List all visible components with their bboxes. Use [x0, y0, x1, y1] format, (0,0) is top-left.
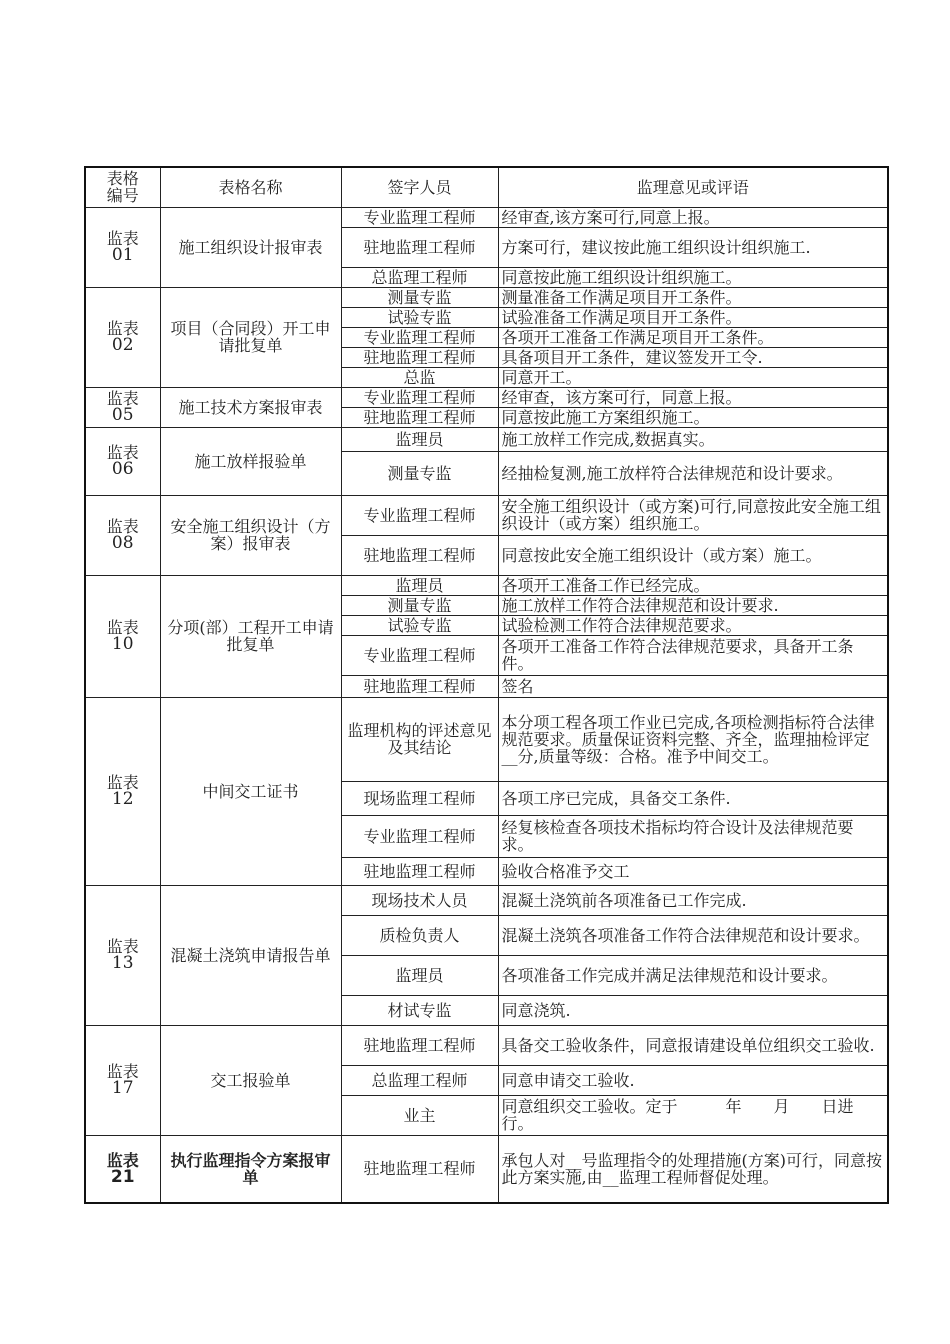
- signer-cell: 专业监理工程师: [341, 207, 498, 227]
- signer-cell: 材试专监: [341, 995, 498, 1025]
- form-code-label: 监表: [106, 773, 139, 792]
- signer-cell: 现场监理工程师: [341, 781, 498, 815]
- form-code: [85, 387, 160, 427]
- form-code-label: 监表: [106, 618, 139, 637]
- form-code-number: 08: [111, 533, 134, 553]
- opinion-cell: 承包人对__号监理指令的处理措施(方案)可行，同意按此方案实施,由__监理工程师督促处理。: [498, 1135, 888, 1203]
- opinion-cell: 具备交工验收条件，同意报请建设单位组织交工验收.: [498, 1025, 888, 1065]
- signer-cell: 专业监理工程师: [341, 495, 498, 535]
- form-code: [85, 885, 160, 1025]
- signer-cell: 试验专监: [341, 615, 498, 635]
- signer-cell: 驻地监理工程师: [341, 857, 498, 885]
- opinion-cell: 同意浇筑.: [498, 995, 888, 1025]
- opinion-cell: 试验检测工作符合法律规范要求。: [498, 615, 888, 635]
- table-row: [85, 287, 888, 307]
- opinion-cell: 安全施工组织设计（或方案)可行,同意按此安全施工组织设计（或方案）组织施工。: [498, 495, 888, 535]
- signer-cell: 测量专监: [341, 451, 498, 495]
- opinion-cell: 各项准备工作完成并满足法律规范和设计要求。: [498, 955, 888, 995]
- form-name: 安全施工组织设计（方案）报审表: [160, 495, 341, 575]
- opinion-cell: 同意按此安全施工组织设计（或方案）施工。: [498, 535, 888, 575]
- signer-cell: 测量专监: [341, 287, 498, 307]
- signer-cell: 驻地监理工程师: [341, 407, 498, 427]
- form-code-number: 06: [111, 459, 134, 479]
- signer-cell: 驻地监理工程师: [341, 675, 498, 697]
- form-code-number: 05: [111, 405, 134, 425]
- opinion-cell: 同意组织交工验收。定于 年 月 日进行。: [498, 1095, 888, 1135]
- signer-cell: 总监理工程师: [341, 267, 498, 287]
- signer-cell: 驻地监理工程师: [341, 347, 498, 367]
- signer-cell: 监理员: [341, 955, 498, 995]
- opinion-cell: 同意申请交工验收.: [498, 1065, 888, 1095]
- signer-cell: 驻地监理工程师: [341, 227, 498, 267]
- form-code: [85, 287, 160, 387]
- opinion-cell: 各项开工准备工作已经完成。: [498, 575, 888, 595]
- form-code: [85, 1025, 160, 1135]
- opinion-cell: 施工放样工作完成,数据真实。: [498, 427, 888, 451]
- opinion-cell: 经抽检复测,施工放样符合法律规范和设计要求。: [498, 451, 888, 495]
- form-code: [85, 575, 160, 697]
- form-code-label: 监表: [106, 389, 139, 408]
- form-code-number: 21: [110, 1166, 135, 1187]
- form-code-number: 02: [111, 335, 134, 355]
- form-name: 执行监理指令方案报审单: [160, 1135, 341, 1203]
- opinion-cell: 同意按此施工方案组织施工。: [498, 407, 888, 427]
- form-code-number: 10: [111, 634, 134, 654]
- opinion-cell: 试验准备工作满足项目开工条件。: [498, 307, 888, 327]
- signer-cell: 测量专监: [341, 595, 498, 615]
- header-signer: 签字人员: [341, 167, 498, 207]
- form-code: [85, 427, 160, 495]
- header-opinion: 监理意见或评语: [498, 167, 888, 207]
- signer-cell: 专业监理工程师: [341, 387, 498, 407]
- opinion-cell: 各项开工准备工作符合法律规范要求，具备开工条件。: [498, 635, 888, 675]
- opinion-cell: 验收合格准予交工: [498, 857, 888, 885]
- form-code-label: 监表: [106, 1150, 139, 1170]
- signer-cell: 试验专监: [341, 307, 498, 327]
- table-row: [85, 387, 888, 407]
- opinion-cell: 施工放样工作符合法律规范和设计要求.: [498, 595, 888, 615]
- form-code-number: 12: [111, 789, 134, 809]
- opinion-cell: 混凝土浇筑前各项准备已工作完成.: [498, 885, 888, 915]
- form-code-label: 监表: [106, 443, 139, 462]
- form-name: 交工报验单: [160, 1025, 341, 1135]
- table-row: [85, 495, 888, 535]
- form-code-label: 监表: [106, 319, 139, 338]
- table-row: [85, 207, 888, 227]
- table-row: [85, 885, 888, 915]
- supervision-forms-table: [84, 166, 889, 1204]
- table-header-row: [85, 167, 888, 207]
- form-code-label: 监表: [106, 937, 139, 956]
- form-code: [85, 495, 160, 575]
- opinion-cell: 本分项工程各项工作业已完成,各项检测指标符合法律规范要求。质量保证资料完整、齐全，监理抽检评定__分,质量等级：合格。准予中间交工。: [498, 697, 888, 781]
- opinion-cell: 混凝土浇筑各项准备工作符合法律规范和设计要求。: [498, 915, 888, 955]
- table-row: [85, 427, 888, 451]
- form-name: 施工放样报验单: [160, 427, 341, 495]
- form-code-label: 监表: [106, 517, 139, 536]
- header-name: 表格名称: [160, 167, 341, 207]
- form-code-number: 17: [111, 1078, 134, 1098]
- form-name: 施工技术方案报审表: [160, 387, 341, 427]
- signer-cell: 业主: [341, 1095, 498, 1135]
- table-row: [85, 697, 888, 781]
- signer-cell: 监理机构的评述意见及其结论: [341, 697, 498, 781]
- form-code-label: 监表: [106, 229, 139, 248]
- signer-cell: 专业监理工程师: [341, 815, 498, 857]
- opinion-cell: 方案可行，建议按此施工组织设计组织施工.: [498, 227, 888, 267]
- opinion-cell: 同意开工。: [498, 367, 888, 387]
- signer-cell: 总监理工程师: [341, 1065, 498, 1095]
- table-row: [85, 1025, 888, 1065]
- signer-cell: 总监: [341, 367, 498, 387]
- form-code-number: 01: [111, 245, 134, 265]
- header-code: 表格 编号: [85, 167, 160, 207]
- form-name: 分项(部）工程开工申请批复单: [160, 575, 341, 697]
- table-row: [85, 1135, 888, 1203]
- form-code: [85, 697, 160, 885]
- signer-cell: 专业监理工程师: [341, 327, 498, 347]
- opinion-cell: 各项开工准备工作满足项目开工条件。: [498, 327, 888, 347]
- table-row: [85, 575, 888, 595]
- opinion-cell: 经审查,该方案可行,同意上报。: [498, 207, 888, 227]
- opinion-cell: 各项工序已完成，具备交工条件.: [498, 781, 888, 815]
- signer-cell: 驻地监理工程师: [341, 535, 498, 575]
- form-name: 施工组织设计报审表: [160, 207, 341, 287]
- signer-cell: 专业监理工程师: [341, 635, 498, 675]
- signer-cell: 质检负责人: [341, 915, 498, 955]
- signer-cell: 监理员: [341, 427, 498, 451]
- signer-cell: 监理员: [341, 575, 498, 595]
- form-name: 中间交工证书: [160, 697, 341, 885]
- opinion-cell: 经复核检查各项技术指标均符合设计及法律规范要求。: [498, 815, 888, 857]
- opinion-cell: 测量准备工作满足项目开工条件。: [498, 287, 888, 307]
- form-code-label: 监表: [106, 1062, 139, 1081]
- form-code-number: 13: [111, 953, 134, 973]
- form-name: 混凝土浇筑申请报告单: [160, 885, 341, 1025]
- form-name: 项目（合同段）开工申请批复单: [160, 287, 341, 387]
- signer-cell: 驻地监理工程师: [341, 1025, 498, 1065]
- signer-cell: 现场技术人员: [341, 885, 498, 915]
- opinion-cell: 具备项目开工条件，建议签发开工令.: [498, 347, 888, 367]
- form-code: [85, 1135, 160, 1203]
- table-body: [85, 167, 888, 1203]
- opinion-cell: 签名: [498, 675, 888, 697]
- opinion-cell: 经审查，该方案可行，同意上报。: [498, 387, 888, 407]
- form-code: [85, 207, 160, 287]
- signer-cell: 驻地监理工程师: [341, 1135, 498, 1203]
- opinion-cell: 同意按此施工组织设计组织施工。: [498, 267, 888, 287]
